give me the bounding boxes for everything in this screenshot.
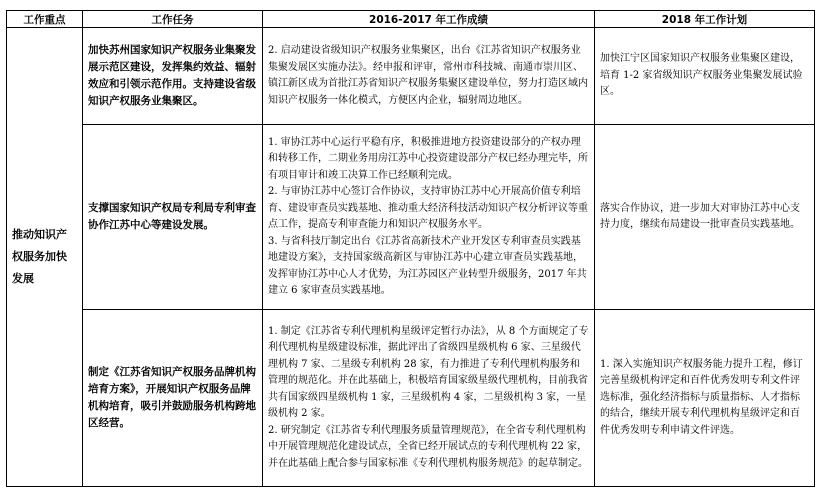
header-plan: 2018 年工作计划: [595, 11, 815, 28]
table-row: [7, 310, 815, 487]
plan-cell: 1. 深入实施知识产权服务能力提升工程，修订完善星级机构评定和百件优秀发明专利文件评选标准，强化经济指标与质量指标、人才指标的结合，继续开展专利代理机构星级评定和百件优秀发明专利申请文件评选。: [595, 310, 815, 487]
table-row: [7, 28, 815, 125]
achievement-item: 2. 与审协江苏中心签订合作协议，支持审协江苏中心开展高价值专利培育、建设审查员实践基地、推动重大经济科技活动知识产权分析评议等重点工作，提高专利审查能力和知识产权服务水平。: [268, 186, 588, 230]
achievement-item: 1. 制定《江苏省专利代理机构星级评定暂行办法》，从 8 个方面规定了专利代理机构星级建设标准，据此评出了省级四星级机构 6 家、三星级代理机构 7 家、二星级专利机构 28 家，有力推进了专利代理机构服务和管理的规范化。并在此基础上，积极培育国家级星级代理机构，目前我省共有国家级四星级机构 1 家，三星级机构 4 家，二星级机构 3 家，一星级机构 2 家。: [268, 325, 589, 420]
table-header-row: [7, 11, 815, 28]
achievement-cell: [263, 310, 595, 487]
header-task: 工作任务: [83, 11, 263, 28]
task-cell: 加快苏州国家知识产权服务业集聚发展示范区建设，发挥集约效益、辐射效应和引领示范作用。支持建设省级知识产权服务业集聚区。: [83, 28, 263, 125]
work-plan-table: [6, 10, 815, 487]
plan-cell: 落实合作协议，进一步加大对审协江苏中心支持力度，继续布局建设一批审查员实践基地。: [595, 125, 815, 310]
achievement-cell: [263, 125, 595, 310]
achievement-item: 3. 与省科技厅制定出台《江苏省高新技术产业开发区专利审查员实践基地建设方案》，支持国家级高新区与审协江苏中心建立审查员实践基地，发挥审协江苏中心人才优势，为江苏园区产业转型升级服务，2017 年共建立 6 家审查员实践基地。: [268, 235, 587, 296]
task-cell: 制定《江苏省知识产权服务品牌机构培育方案》，开展知识产权服务品牌机构培育，吸引并鼓励服务机构跨地区经营。: [83, 310, 263, 487]
header-focus: 工作重点: [7, 11, 83, 28]
achievement-item: 1. 审协江苏中心运行平稳有序，积极推进地方投资建设部分的产权办理和转移工作，二期业务用房江苏中心投资建设部分产权已经办理完毕，所有项目审计和竣工决算工作已经顺利完成。: [268, 136, 588, 181]
table-row: [7, 125, 815, 310]
achievement-item: 2. 启动建设省级知识产权服务业集聚区，出台《江苏省知识产权服务业集聚发展区实施办法》。经申报和评审，常州市科技城、南通市崇川区、镇江新区成为首批江苏省知识产权服务集聚区建设单位，努力打造区域内知识产权服务一体化模式，方便区内企业，辐射周边地区。: [268, 45, 588, 106]
header-achievements: 2016-2017 年工作成绩: [263, 11, 595, 28]
achievement-item: 2. 研究制定《江苏省专利代理服务质量管理规范》，在全省专利代理机构中开展管理规范化建设试点，全省已经开展试点的专利代理机构 22 家，并在此基础上配合参与国家标准《专利代理机构服务规范》的起草制定。: [268, 424, 588, 469]
achievement-cell: [263, 28, 595, 125]
work-focus-cell: 推动知识产权服务加快发展: [7, 28, 83, 487]
task-cell: 支撑国家知识产权局专利局专利审查协作江苏中心等建设发展。: [83, 125, 263, 310]
plan-cell: 加快江宁区国家知识产权服务业集聚区建设，培育 1-2 家省级知识产权服务业集聚发展试验区。: [595, 28, 815, 125]
